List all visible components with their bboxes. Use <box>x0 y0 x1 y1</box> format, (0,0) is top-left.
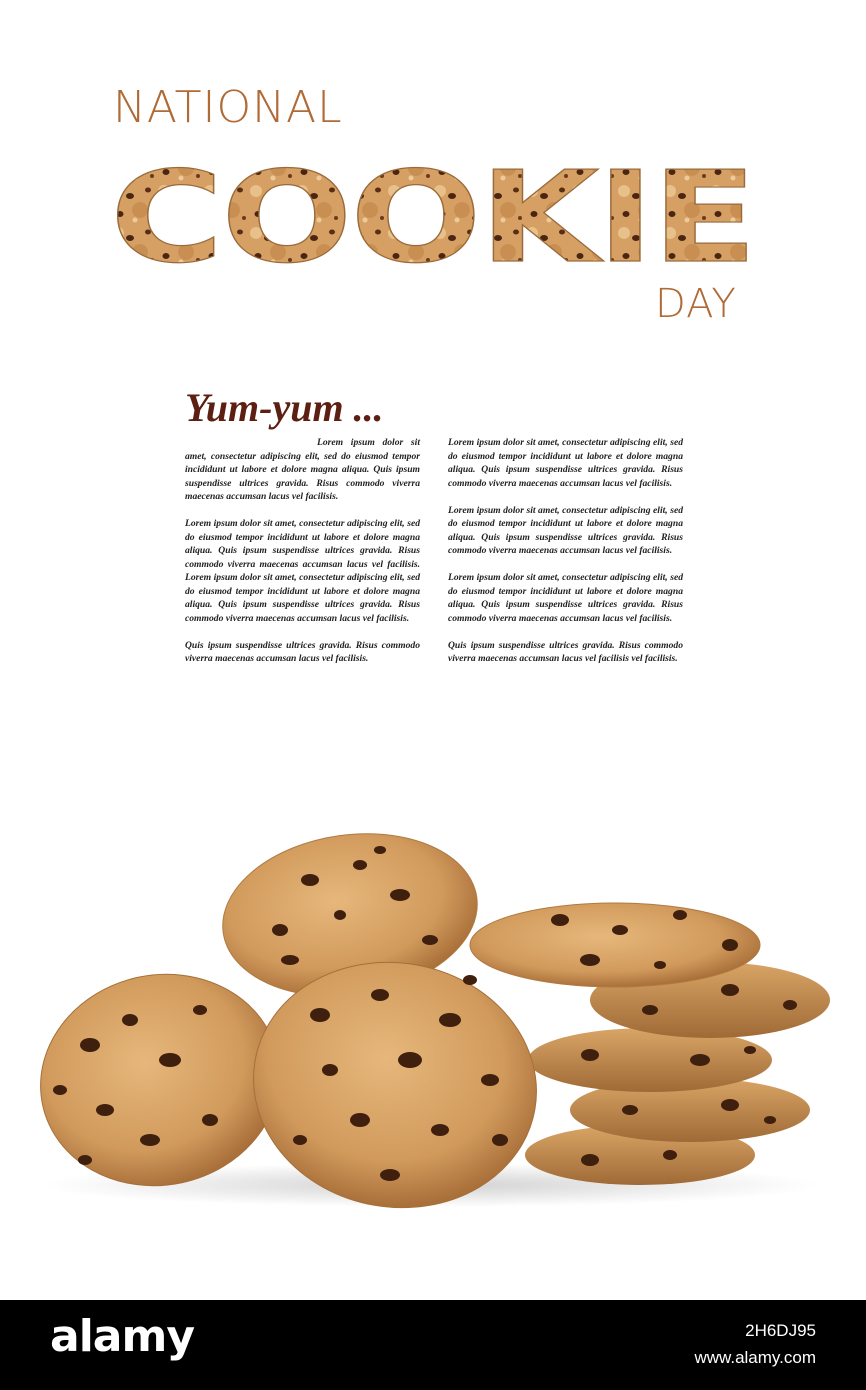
yum-heading: Yum-yum ... <box>185 385 384 430</box>
right-paragraph: Quis ipsum suspendisse ultrices gravida. Risus commodo viverra maecenas accumsan lacus vel facilisis vel facilisis. <box>448 639 683 664</box>
text-column-left <box>185 436 420 679</box>
title-national: NATIONAL <box>113 82 343 133</box>
alamy-logo[interactable]: alamy <box>50 1311 194 1362</box>
title-cookie-text: COOKIE <box>110 144 755 275</box>
image-id: 2H6DJ95 <box>745 1321 816 1340</box>
stacked-cookie <box>470 903 760 987</box>
right-paragraph: Lorem ipsum dolor sit amet, consectetur adipiscing elit, sed do eiusmod tempor incididunt ut labore et dolore magna aliqua. Quis ipsum suspendisse ultrices gravida. Risus commodo viverra maecenas accumsan lacus vel facilisis. <box>448 504 683 556</box>
right-paragraph: Lorem ipsum dolor sit amet, consectetur adipiscing elit, sed do eiusmod tempor incididunt ut labore et dolore magna aliqua. Quis ipsum suspendisse ultrices gravida. Risus commodo viverra maecenas accumsan lacus vel facilisis. <box>448 437 683 489</box>
left-paragraph: Lorem ipsum dolor sit amet, consectetur adipiscing elit, sed do eiusmod tempor incididunt ut labore et dolore magna aliqua. Quis ipsum suspendisse ultrices gravida. Risus commodo viverra maecenas accumsan lacus vel facilisis. Lorem ipsum dolor sit amet, consectetur adipiscing elit, sed do eiusmod tempor incididunt ut labore et dolore magna aliqua. Quis ipsum suspendisse ultrices gravida. Risus commodo viverra maecenas accumsan lacus vel facilisis. <box>185 518 420 624</box>
title-day: DAY <box>655 281 737 327</box>
left-paragraph: Quis ipsum suspendisse ultrices gravida. Risus commodo viverra maecenas accumsan lacus vel facilisis. <box>185 639 420 664</box>
title-cookie <box>110 140 760 275</box>
text-column-right <box>448 436 683 679</box>
site-url[interactable]: www.alamy.com <box>694 1348 816 1367</box>
stacked-cookie <box>528 1028 772 1092</box>
right-paragraph: Lorem ipsum dolor sit amet, consectetur adipiscing elit, sed do eiusmod tempor incididunt ut labore et dolore magna aliqua. Quis ipsum suspendisse ultrices gravida. Risus commodo viverra maecenas accumsan lacus vel facilisis. <box>448 572 683 624</box>
cookies-photo <box>30 820 840 1220</box>
left-paragraph: Lorem ipsum dolor sit amet, consectetur adipiscing elit, sed do eiusmod tempor incididunt ut labore et dolore magna aliqua. Quis ipsum suspendisse ultrices gravida. Risus commodo viverra maecenas accumsan lacus vel facilisis. <box>185 437 420 502</box>
